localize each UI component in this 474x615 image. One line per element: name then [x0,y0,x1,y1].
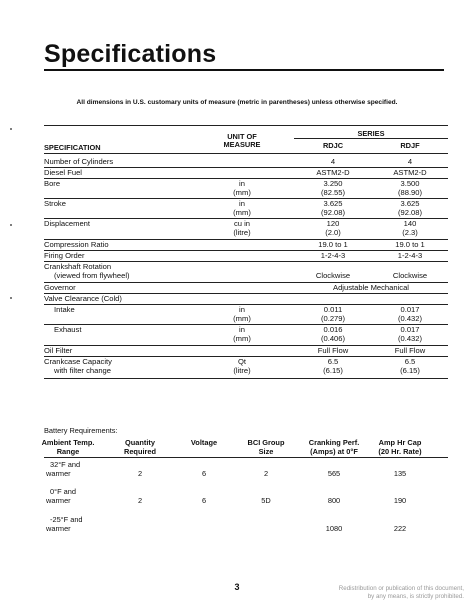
rdjc-metric: (92.08) [320,208,346,217]
row-rule [44,378,448,379]
rdjf-value: 4 [407,157,413,166]
unit-header-line2: MEASURE [223,140,261,149]
unit-metric: (mm) [233,314,251,323]
rdjf-metric: (2.3) [402,228,418,237]
rdjc-value: 0.011 [323,305,343,314]
battery-header-sub: Size [258,447,274,456]
rdjc-value: 3.625 [323,199,343,208]
unit-metric: (litre) [233,366,251,375]
specification-header: SPECIFICATION [44,143,101,152]
page-number: 3 [234,582,240,592]
rdjc-metric: (2.0) [325,228,341,237]
rdjf-metric: (88.90) [397,188,423,197]
temp-range-sub: warmer [46,496,71,505]
title-rule [44,69,444,71]
battery-title: Battery Requirements: [44,426,118,435]
unit-value: Qt [237,357,247,366]
rdjf-value: 0.017 [400,325,420,334]
battery-header-rule [44,457,448,458]
col-b-header: RDJF [400,141,420,150]
spec-label: Crankshaft Rotation [44,262,112,271]
unit-value: in [239,179,245,188]
unit-metric: (mm) [233,188,251,197]
table-top-rule [44,125,448,126]
spec-label: Number of Cylinders [44,157,114,166]
rdjc-metric: (82.55) [320,188,346,197]
battery-volt: 6 [201,469,207,478]
unit-value: in [239,305,245,314]
spec-label: Governor [44,283,76,292]
battery-header: Amp Hr Cap [378,438,422,447]
rdjc-metric: (6.15) [323,366,343,375]
temp-range: 0°F and [50,487,76,496]
rdjc-metric: (0.279) [320,314,346,323]
battery-header-sub: Required [123,447,157,456]
spec-label: Stroke [44,199,66,208]
rdjc-metric: (0.406) [320,334,346,343]
battery-header: Voltage [190,438,218,447]
rdjc-value: 19.0 to 1 [318,240,348,249]
battery-qty: 2 [137,469,143,478]
watermark-line2: by any means, is strictly prohibited. [367,593,464,600]
watermark [339,585,464,601]
battery-header: BCI Group [247,438,285,447]
spec-label: Crankcase Capacity [44,357,112,366]
margin-mark [10,128,12,130]
temp-range: 32°F and [50,460,81,469]
battery-header-sub: (Amps) at 0°F [310,447,358,456]
rdjc-value: ASTM2-D [316,168,350,177]
spec-label: Compression Ratio [44,240,109,249]
spec-label: Displacement [44,219,91,228]
spec-label: Exhaust [54,325,82,334]
unit-value: in [239,199,245,208]
rdjf-value: 0.017 [400,305,420,314]
rdjc-value: 120 [326,219,340,228]
battery-amp: 190 [393,496,407,505]
col-a-header: RDJC [322,141,344,150]
battery-crank: 800 [327,496,341,505]
unit-metric: (mm) [233,208,251,217]
rdjf-value: 6.5 [404,357,416,366]
watermark-line1: Redistribution or publication of this document, [338,585,464,592]
unit-metric: (mm) [233,334,251,343]
rdjc-value: 6.5 [327,357,339,366]
rdjc-value: 3.250 [323,179,343,188]
rdjf-metric: (92.08) [397,208,423,217]
governor-value: Adjustable Mechanical [333,283,409,292]
unit-header-line1: UNIT OF [227,132,257,141]
temp-range-sub: warmer [46,524,71,533]
rdjf-value: Clockwise [392,271,428,280]
page-title: Specifications [44,40,217,68]
rdjc-value: 1-2-4-3 [320,251,346,260]
rdjf-value: 140 [403,219,417,228]
rdjf-value: 3.500 [400,179,420,188]
spec-label: Bore [44,179,61,188]
spec-label: Oil Filter [44,346,73,355]
spec-label-sub: (viewed from flywheel) [54,271,130,280]
battery-volt: 6 [201,496,207,505]
rdjf-value: 19.0 to 1 [395,240,425,249]
spec-label: Valve Clearance (Cold) [44,294,122,303]
rdjf-metric: (0.432) [397,314,423,323]
series-rule [294,138,448,139]
header-bottom-rule [44,153,448,154]
battery-amp: 222 [393,524,407,533]
battery-header: Quantity [125,438,155,447]
series-header: SERIES [357,129,385,138]
battery-crank: 565 [327,469,341,478]
spec-label: Firing Order [44,251,85,260]
spec-label: Diesel Fuel [44,168,82,177]
rdjc-value: Clockwise [315,271,351,280]
battery-group: 2 [263,469,269,478]
rdjf-value: ASTM2-D [393,168,427,177]
battery-amp: 135 [393,469,407,478]
battery-crank: 1080 [325,524,343,533]
units-note: All dimensions in U.S. customary units of measure (metric in parentheses) unless otherwise specified. [76,99,398,106]
spec-label: Intake [54,305,75,314]
battery-header: Cranking Perf. [308,438,360,447]
battery-header: Ambient Temp. [41,438,95,447]
unit-metric: (litre) [233,228,251,237]
spec-label-sub: with filter change [54,366,111,375]
battery-header-sub: (20 Hr. Rate) [378,447,422,456]
rdjf-value: 3.625 [400,199,420,208]
unit-value: cu in [233,219,251,228]
margin-mark [10,224,12,226]
battery-qty: 2 [137,496,143,505]
battery-group: 5D [261,496,271,505]
rdjc-value: Full Flow [317,346,349,355]
battery-header-sub: Range [56,447,80,456]
rdjc-value: 4 [330,157,336,166]
rdjc-value: 0.016 [323,325,343,334]
unit-value: in [239,325,245,334]
rdjf-value: Full Flow [394,346,426,355]
temp-range-sub: warmer [46,469,71,478]
rdjf-metric: (0.432) [397,334,423,343]
rdjf-metric: (6.15) [400,366,420,375]
margin-mark [10,297,12,299]
rdjf-value: 1-2-4-3 [397,251,423,260]
temp-range: -25°F and [50,515,83,524]
